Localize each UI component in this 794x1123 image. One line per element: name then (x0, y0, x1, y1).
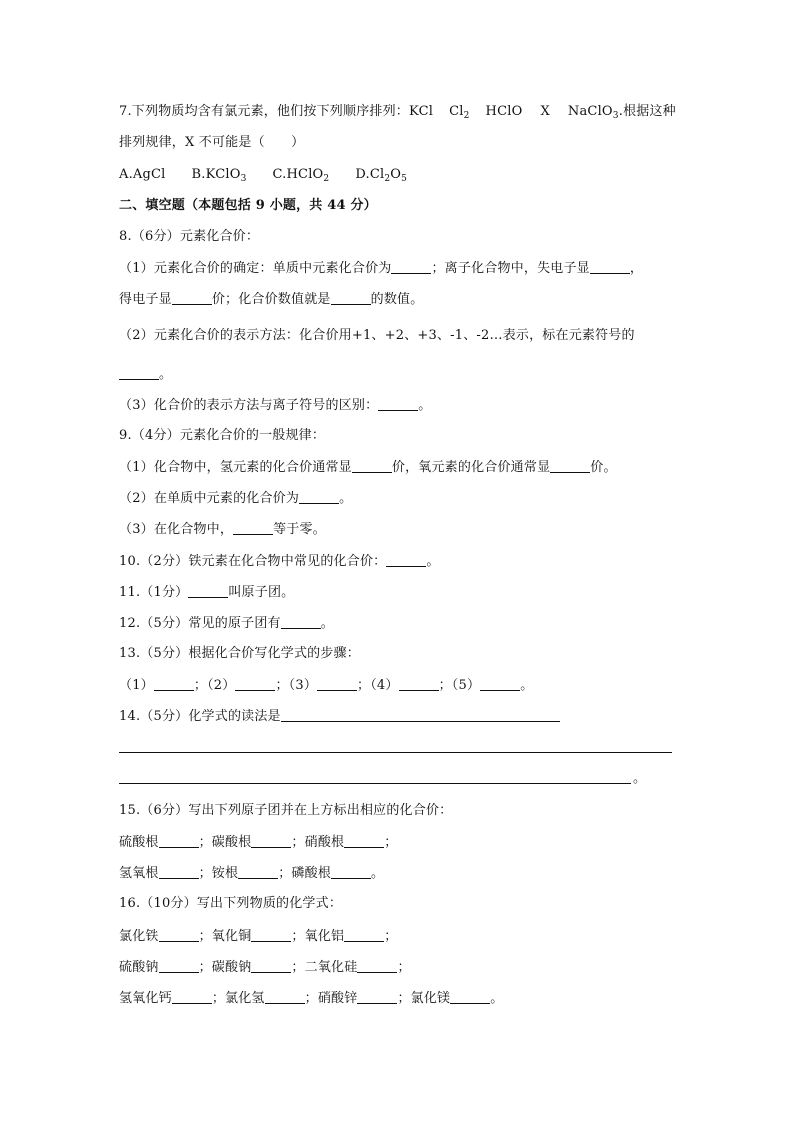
answer-line[interactable] (119, 752, 672, 753)
section-heading: 二、填空题（本题包括 9 小题，共 44 分） (119, 198, 377, 213)
q14: 14.（5分）化学式的读法是 (119, 707, 560, 726)
q12: 12.（5分）常见的原子团有 。 (119, 616, 334, 631)
q13-title: 13.（5分）根据化合价写化学式的步骤： (119, 646, 360, 661)
q9-title: 9.（4分）元素化合价的一般规律： (119, 428, 326, 443)
q15-title: 15.（6分）写出下列原子团并在上方标出相应的化合价： (119, 803, 453, 818)
q7-option-d: $D.Cl_2O_5$ (355, 167, 408, 184)
answer-blank[interactable] (331, 864, 371, 879)
q15-row2: 氢氧根 ；铵根 ；磷酸根 。 (119, 866, 385, 881)
answer-blank[interactable] (154, 676, 194, 691)
q14-end: 。 (633, 771, 647, 786)
answer-blank[interactable] (590, 259, 630, 274)
q11: 11.（1分） 叫原子团。 (119, 585, 295, 600)
q10: 10.（2分）铁元素在化合物中常见的化合价： 。 (119, 554, 440, 569)
answer-blank[interactable] (238, 864, 278, 879)
answer-blank[interactable] (391, 259, 431, 274)
answer-blank[interactable] (159, 958, 199, 973)
q8-part1-line1: （1）元素化合价的确定：单质中元素化合价为 ；离子化合物中，失电子显 ， (119, 261, 644, 276)
answer-blank[interactable] (299, 489, 339, 504)
q8-title: 8.（6分）元素化合价： (119, 229, 260, 244)
q7-option-c: C.HClO$_2$ (272, 167, 330, 184)
answer-line[interactable] (119, 783, 631, 784)
answer-blank[interactable] (386, 552, 426, 567)
q8-part2-line1: （2）元素化合价的表示方法：化合价用+1、+2、+3、-1、-2…表示，标在元素符号的 (119, 328, 635, 343)
q7-option-a: A.AgCl (119, 167, 166, 182)
q13-steps: （1） ；（2） ；（3） ；（4） ；（5） 。 (119, 678, 534, 693)
answer-blank[interactable] (172, 989, 212, 1004)
answer-blank[interactable] (399, 676, 439, 691)
q7-line1: 7.下列物质均含有氯元素，他们按下列顺序排列：KCl $Cl_2$ HClO X NaClO$_3$.根据这种 (119, 104, 676, 121)
answer-blank[interactable] (159, 864, 199, 879)
answer-blank[interactable] (281, 614, 321, 629)
q8-part1-line2: 得电子显 价；化合价数值就是 的数值。 (119, 292, 424, 307)
q15-row1: 硫酸根 ；碳酸根 ；硝酸根 ； (119, 835, 398, 850)
answer-blank[interactable] (251, 833, 291, 848)
answer-blank[interactable] (344, 833, 384, 848)
answer-blank[interactable] (450, 989, 490, 1004)
answer-blank[interactable] (550, 458, 590, 473)
answer-blank[interactable] (352, 458, 392, 473)
q16-row2: 硫酸钠 ；碳酸钠 ；二氧化硅 ； (119, 960, 411, 975)
answer-blank[interactable] (344, 927, 384, 942)
answer-blank[interactable] (159, 927, 199, 942)
answer-blank[interactable] (317, 676, 357, 691)
answer-blank[interactable] (295, 707, 560, 722)
q16-title: 16.（10分）写出下列物质的化学式： (119, 896, 343, 911)
answer-blank[interactable] (251, 958, 291, 973)
answer-blank[interactable] (251, 927, 291, 942)
answer-blank[interactable] (233, 520, 273, 535)
answer-blank[interactable] (331, 290, 371, 305)
answer-blank[interactable] (357, 958, 397, 973)
answer-blank[interactable] (159, 833, 199, 848)
answer-blank[interactable] (480, 676, 520, 691)
q8-part3: （3）化合价的表示方法与离子符号的区别： 。 (119, 398, 432, 413)
q9-part2: （2）在单质中元素的化合价为 。 (119, 491, 353, 506)
answer-blank[interactable] (357, 989, 397, 1004)
answer-blank[interactable] (119, 365, 159, 380)
q16-row1: 氯化铁 ；氧化铜 ；氧化铝 ； (119, 929, 398, 944)
answer-blank[interactable] (378, 396, 418, 411)
q7-line2: 排列规律，X 不可能是（ ） (119, 135, 305, 150)
answer-blank[interactable] (188, 583, 228, 598)
q7-options (119, 166, 407, 184)
q8-part2-line2: 。 (119, 365, 172, 384)
answer-blank[interactable] (235, 676, 275, 691)
q16-row3: 氢氧化钙 ；氯化氢 ；硝酸锌 ；氯化镁 。 (119, 991, 504, 1006)
q9-part3: （3）在化合物中， 等于零。 (119, 522, 326, 537)
answer-blank[interactable] (265, 989, 305, 1004)
q9-part1: （1）化合物中，氢元素的化合价通常显 价，氧元素的化合价通常显 价。 (119, 460, 617, 475)
q7-option-b: B.KClO$_3$ (191, 167, 247, 184)
answer-blank[interactable] (172, 290, 212, 305)
